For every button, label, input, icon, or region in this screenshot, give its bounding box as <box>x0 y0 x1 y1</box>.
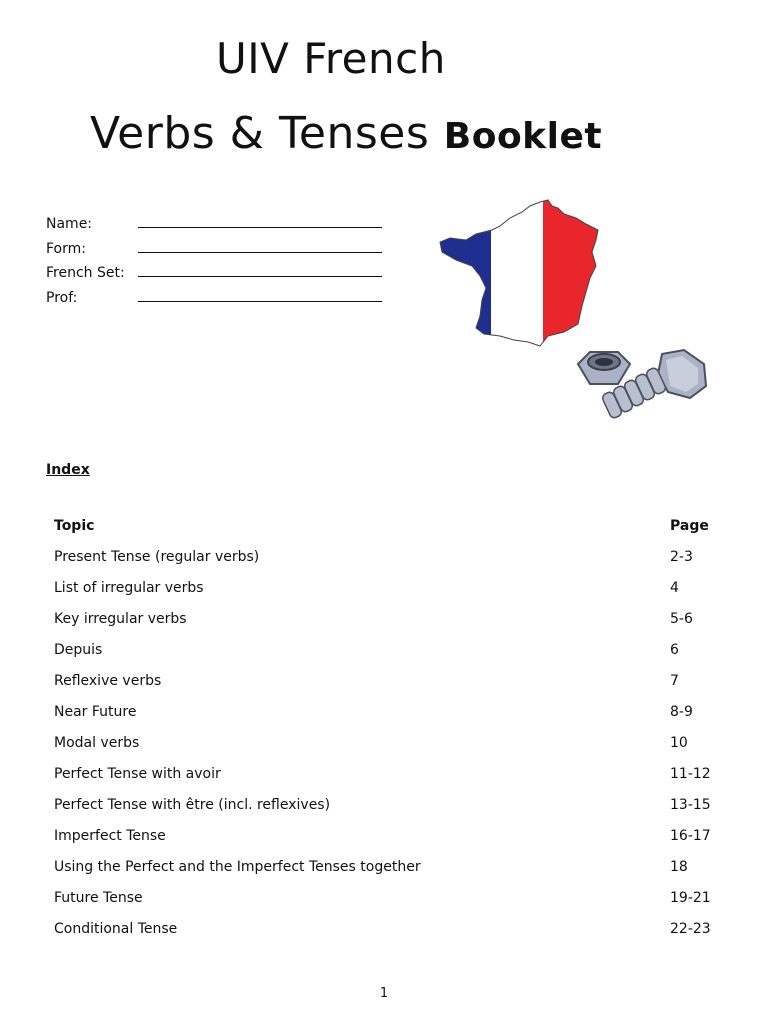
title-line-1: UIV French <box>216 34 446 83</box>
page-number: 1 <box>379 986 389 1001</box>
index-row <box>54 673 724 704</box>
illustrations <box>436 196 726 428</box>
france-flag-map-icon <box>436 196 726 428</box>
index-heading: Index <box>46 462 90 478</box>
index-row <box>54 797 724 828</box>
index-header-row <box>54 518 724 549</box>
index-page: 19-21 <box>670 890 711 906</box>
index-page: 4 <box>670 580 679 596</box>
index-row <box>54 704 724 735</box>
index-page: 5-6 <box>670 611 693 627</box>
field-label: Form: <box>46 240 86 257</box>
index-page: 7 <box>670 673 679 689</box>
index-page: 22-23 <box>670 921 711 937</box>
student-info-fields <box>46 214 382 312</box>
index-page: 6 <box>670 642 679 658</box>
index-page: 8-9 <box>670 704 693 720</box>
index-page: 18 <box>670 859 688 875</box>
index-row <box>54 735 724 766</box>
title-line-2-main: Verbs & Tenses <box>90 108 430 159</box>
field-label: French Set: <box>46 265 125 281</box>
index-topic: Reflexive verbs <box>54 673 162 689</box>
index-row <box>54 642 724 673</box>
blank-line <box>138 288 382 302</box>
index-page: 2-3 <box>670 549 693 565</box>
index-topic: Present Tense (regular verbs) <box>54 549 260 565</box>
field-form <box>46 239 382 264</box>
index-topic: Conditional Tense <box>54 921 178 937</box>
index-topic: Perfect Tense with être (incl. reflexives) <box>54 797 331 813</box>
index-topic: Near Future <box>54 704 137 720</box>
index-topic: Using the Perfect and the Imperfect Tenses together <box>54 859 421 875</box>
index-page: 13-15 <box>670 797 711 813</box>
index-topic: Future Tense <box>54 890 143 906</box>
nut-icon <box>578 352 630 384</box>
index-row <box>54 859 724 890</box>
page-header: Page <box>670 518 709 534</box>
title-line-2 <box>90 108 768 159</box>
index-page: 16-17 <box>670 828 711 844</box>
index-topic: Modal verbs <box>54 735 140 751</box>
blank-line <box>138 214 382 228</box>
index-row <box>54 828 724 859</box>
index-topic: Imperfect Tense <box>54 828 166 844</box>
field-prof <box>46 288 382 313</box>
field-label: Prof: <box>46 289 78 306</box>
index-table <box>54 518 724 952</box>
blank-line <box>138 239 382 253</box>
index-row <box>54 921 724 952</box>
index-row <box>54 549 724 580</box>
index-row <box>54 890 724 921</box>
index-topic: List of irregular verbs <box>54 580 204 596</box>
blank-line <box>138 263 382 277</box>
index-topic: Key irregular verbs <box>54 611 187 627</box>
index-topic: Depuis <box>54 642 103 658</box>
index-page: 10 <box>670 735 688 751</box>
field-name <box>46 214 382 239</box>
title-line-2-booklet: Booklet <box>443 116 603 157</box>
index-topic: Perfect Tense with avoir <box>54 766 221 782</box>
index-row <box>54 766 724 797</box>
field-french-set <box>46 263 382 288</box>
index-row <box>54 611 724 642</box>
index-page: 11-12 <box>670 766 711 782</box>
field-label: Name: <box>46 216 93 232</box>
topic-header: Topic <box>54 518 95 534</box>
index-row <box>54 580 724 611</box>
